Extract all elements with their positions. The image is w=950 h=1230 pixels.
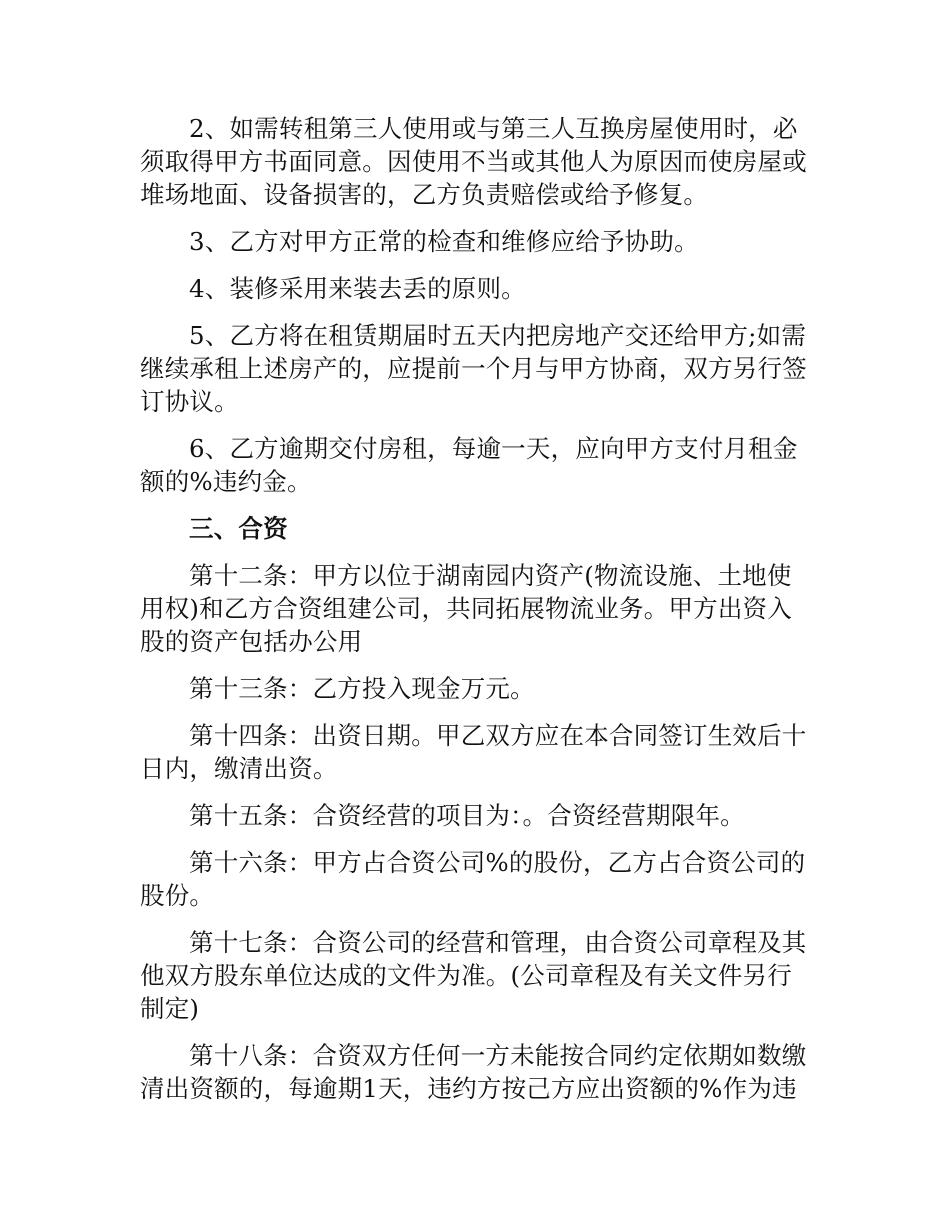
- paragraph-clause-5: 5、乙方将在租赁期届时五天内把房地产交还给甲方;如需继续承租上述房产的，应提前一个月与甲方协商，双方另行签订协议。: [140, 321, 807, 416]
- paragraph-article-18: 第十八条：合资双方任何一方未能按合同约定依期如数缴清出资额的，每逾期1天，违约方按己方应出资额的%作为违: [140, 1041, 807, 1103]
- paragraph-clause-2: 2、如需转租第三人使用或与第三人互换房屋使用时，必须取得甲方书面同意。因使用不当或其他人为原因而使房屋或堆场地面、设备损害的，乙方负责赔偿或给予修复。: [140, 114, 807, 209]
- paragraph-clause-3: 3、乙方对甲方正常的检查和维修应给予协助。: [189, 227, 699, 256]
- paragraph-article-15: 第十五条：合资经营的项目为：。合资经营期限年。: [189, 801, 745, 830]
- paragraph-article-13: 第十三条：乙方投入现金万元。: [189, 674, 535, 703]
- paragraph-article-17: 第十七条：合资公司的经营和管理，由合资公司章程及其他双方股东单位达成的文件为准。(公司章程及有关文件另行制定): [140, 928, 807, 1023]
- paragraph-clause-4: 4、装修采用来装去丢的原则。: [189, 274, 526, 303]
- paragraph-article-14: 第十四条：出资日期。甲乙双方应在本合同签订生效后十日内，缴清出资。: [140, 721, 807, 783]
- paragraph-article-16: 第十六条：甲方占合资公司%的股份，乙方占合资公司的股份。: [140, 848, 806, 910]
- paragraph-clause-6: 6、乙方逾期交付房租，每逾一天，应向甲方支付月租金额的%违约金。: [140, 434, 798, 496]
- section-heading-joint-venture: 三、合资: [189, 514, 288, 543]
- document-page: [140, 112, 812, 1119]
- paragraph-article-12: 第十二条：甲方以位于湖南园内资产(物流设施、土地使用权)和乙方合资组建公司，共同拓展物流业务。甲方出资入股的资产包括办公用: [140, 561, 792, 656]
